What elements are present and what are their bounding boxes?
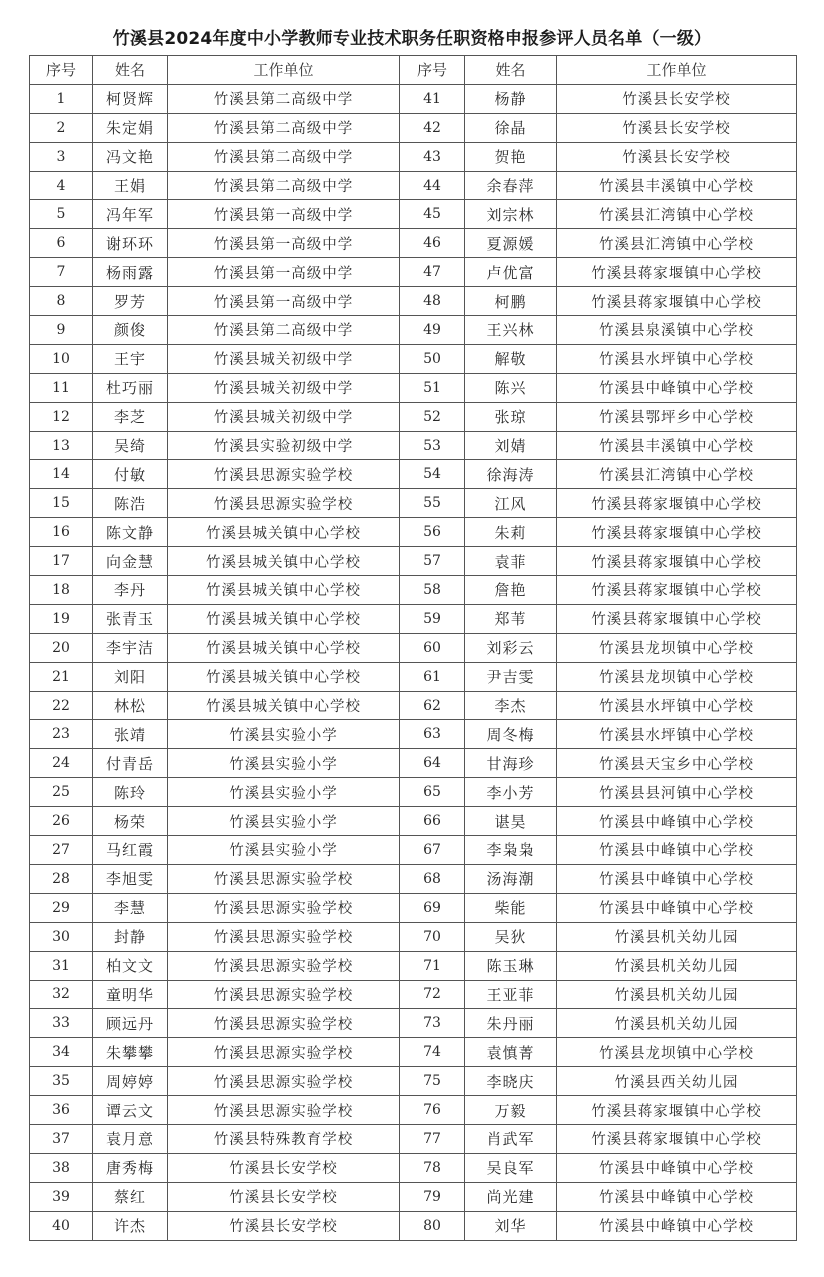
unit-cell: 竹溪县思源实验学校: [168, 489, 400, 518]
unit-cell: 竹溪县实验小学: [168, 778, 400, 807]
seq-cell: 8: [30, 287, 93, 316]
unit-cell: 竹溪县蒋家堰镇中心学校: [557, 576, 797, 605]
unit-cell: 竹溪县实验小学: [168, 807, 400, 836]
unit-cell: 竹溪县蒋家堰镇中心学校: [557, 547, 797, 576]
table-row: [30, 489, 797, 518]
unit-cell: 竹溪县思源实验学校: [168, 951, 400, 980]
unit-cell: 竹溪县汇湾镇中心学校: [557, 200, 797, 229]
unit-cell: 竹溪县龙坝镇中心学校: [557, 662, 797, 691]
name-cell: 童明华: [93, 980, 168, 1009]
name-cell: 郑苇: [465, 604, 557, 633]
unit-cell: 竹溪县思源实验学校: [168, 922, 400, 951]
unit-cell: 竹溪县城关初级中学: [168, 402, 400, 431]
table-row: [30, 1067, 797, 1096]
table-row: [30, 691, 797, 720]
seq-cell: 38: [30, 1153, 93, 1182]
table-row: [30, 1211, 797, 1240]
unit-cell: 竹溪县汇湾镇中心学校: [557, 229, 797, 258]
unit-cell: 竹溪县第一高级中学: [168, 258, 400, 287]
unit-cell: 竹溪县实验小学: [168, 720, 400, 749]
name-cell: 冯文艳: [93, 142, 168, 171]
name-cell: 王宇: [93, 344, 168, 373]
seq-cell: 1: [30, 84, 93, 113]
name-cell: 王兴林: [465, 316, 557, 345]
table-row: [30, 287, 797, 316]
name-cell: 向金慧: [93, 547, 168, 576]
header-unit: 工作单位: [168, 56, 400, 85]
document-title: 竹溪县2024年度中小学教师专业技术职务任职资格申报参评人员名单（一级）: [112, 29, 712, 49]
name-cell: 尚光建: [465, 1182, 557, 1211]
seq-cell: 80: [400, 1211, 465, 1240]
table-row: [30, 258, 797, 287]
table-row: [30, 922, 797, 951]
seq-cell: 18: [30, 576, 93, 605]
unit-cell: 竹溪县龙坝镇中心学校: [557, 1038, 797, 1067]
unit-cell: 竹溪县泉溪镇中心学校: [557, 316, 797, 345]
seq-cell: 46: [400, 229, 465, 258]
seq-cell: 77: [400, 1124, 465, 1153]
unit-cell: 竹溪县特殊教育学校: [168, 1124, 400, 1153]
seq-cell: 16: [30, 518, 93, 547]
table-row: [30, 1153, 797, 1182]
name-cell: 谌昊: [465, 807, 557, 836]
seq-cell: 17: [30, 547, 93, 576]
table-row: [30, 142, 797, 171]
unit-cell: 竹溪县实验小学: [168, 836, 400, 865]
seq-cell: 35: [30, 1067, 93, 1096]
unit-cell: 竹溪县西关幼儿园: [557, 1067, 797, 1096]
header-name: 姓名: [465, 56, 557, 85]
seq-cell: 71: [400, 951, 465, 980]
seq-cell: 33: [30, 1009, 93, 1038]
seq-cell: 19: [30, 604, 93, 633]
name-cell: 李旭雯: [93, 864, 168, 893]
seq-cell: 24: [30, 749, 93, 778]
name-cell: 甘海珍: [465, 749, 557, 778]
unit-cell: 竹溪县机关幼儿园: [557, 980, 797, 1009]
table-row: [30, 547, 797, 576]
name-cell: 付敏: [93, 460, 168, 489]
seq-cell: 43: [400, 142, 465, 171]
name-cell: 林松: [93, 691, 168, 720]
table-row: [30, 576, 797, 605]
table-row: [30, 402, 797, 431]
unit-cell: 竹溪县思源实验学校: [168, 1038, 400, 1067]
unit-cell: 竹溪县第一高级中学: [168, 200, 400, 229]
table-row: [30, 431, 797, 460]
name-cell: 蔡红: [93, 1182, 168, 1211]
header-row: [30, 56, 797, 85]
name-cell: 杨雨露: [93, 258, 168, 287]
seq-cell: 36: [30, 1096, 93, 1125]
name-cell: 肖武军: [465, 1124, 557, 1153]
seq-cell: 54: [400, 460, 465, 489]
unit-cell: 竹溪县蒋家堰镇中心学校: [557, 1124, 797, 1153]
header-unit: 工作单位: [557, 56, 797, 85]
seq-cell: 61: [400, 662, 465, 691]
unit-cell: 竹溪县中峰镇中心学校: [557, 373, 797, 402]
name-cell: 张靖: [93, 720, 168, 749]
name-cell: 付青岳: [93, 749, 168, 778]
name-cell: 李慧: [93, 893, 168, 922]
seq-cell: 58: [400, 576, 465, 605]
unit-cell: 竹溪县中峰镇中心学校: [557, 1211, 797, 1240]
name-cell: 李枭枭: [465, 836, 557, 865]
unit-cell: 竹溪县第一高级中学: [168, 287, 400, 316]
seq-cell: 23: [30, 720, 93, 749]
seq-cell: 66: [400, 807, 465, 836]
name-cell: 夏源媛: [465, 229, 557, 258]
seq-cell: 13: [30, 431, 93, 460]
name-cell: 陈玲: [93, 778, 168, 807]
seq-cell: 34: [30, 1038, 93, 1067]
name-cell: 江风: [465, 489, 557, 518]
unit-cell: 竹溪县中峰镇中心学校: [557, 893, 797, 922]
seq-cell: 10: [30, 344, 93, 373]
seq-cell: 76: [400, 1096, 465, 1125]
seq-cell: 32: [30, 980, 93, 1009]
table-row: [30, 778, 797, 807]
name-cell: 余春萍: [465, 171, 557, 200]
unit-cell: 竹溪县中峰镇中心学校: [557, 1182, 797, 1211]
table-row: [30, 807, 797, 836]
seq-cell: 52: [400, 402, 465, 431]
seq-cell: 73: [400, 1009, 465, 1038]
seq-cell: 56: [400, 518, 465, 547]
name-cell: 刘宗林: [465, 200, 557, 229]
name-cell: 许杰: [93, 1211, 168, 1240]
name-cell: 谢环环: [93, 229, 168, 258]
unit-cell: 竹溪县蒋家堰镇中心学校: [557, 1096, 797, 1125]
seq-cell: 42: [400, 113, 465, 142]
unit-cell: 竹溪县中峰镇中心学校: [557, 1153, 797, 1182]
seq-cell: 51: [400, 373, 465, 402]
table-row: [30, 1038, 797, 1067]
header-seq: 序号: [400, 56, 465, 85]
unit-cell: 竹溪县长安学校: [557, 142, 797, 171]
unit-cell: 竹溪县中峰镇中心学校: [557, 836, 797, 865]
unit-cell: 竹溪县天宝乡中心学校: [557, 749, 797, 778]
table-row: [30, 633, 797, 662]
name-cell: 顾远丹: [93, 1009, 168, 1038]
seq-cell: 44: [400, 171, 465, 200]
unit-cell: 竹溪县机关幼儿园: [557, 951, 797, 980]
seq-cell: 45: [400, 200, 465, 229]
unit-cell: 竹溪县县河镇中心学校: [557, 778, 797, 807]
seq-cell: 30: [30, 922, 93, 951]
unit-cell: 竹溪县城关镇中心学校: [168, 576, 400, 605]
unit-cell: 竹溪县城关镇中心学校: [168, 604, 400, 633]
seq-cell: 40: [30, 1211, 93, 1240]
seq-cell: 7: [30, 258, 93, 287]
header-seq: 序号: [30, 56, 93, 85]
unit-cell: 竹溪县第二高级中学: [168, 171, 400, 200]
name-cell: 朱莉: [465, 518, 557, 547]
seq-cell: 59: [400, 604, 465, 633]
unit-cell: 竹溪县思源实验学校: [168, 893, 400, 922]
name-cell: 刘彩云: [465, 633, 557, 662]
seq-cell: 3: [30, 142, 93, 171]
unit-cell: 竹溪县城关镇中心学校: [168, 691, 400, 720]
name-cell: 李晓庆: [465, 1067, 557, 1096]
seq-cell: 62: [400, 691, 465, 720]
unit-cell: 竹溪县水坪镇中心学校: [557, 720, 797, 749]
unit-cell: 竹溪县龙坝镇中心学校: [557, 633, 797, 662]
seq-cell: 29: [30, 893, 93, 922]
name-cell: 陈浩: [93, 489, 168, 518]
seq-cell: 27: [30, 836, 93, 865]
seq-cell: 65: [400, 778, 465, 807]
name-cell: 李宇洁: [93, 633, 168, 662]
unit-cell: 竹溪县思源实验学校: [168, 1009, 400, 1038]
table-row: [30, 893, 797, 922]
unit-cell: 竹溪县蒋家堰镇中心学校: [557, 287, 797, 316]
name-cell: 柯贤辉: [93, 84, 168, 113]
name-cell: 罗芳: [93, 287, 168, 316]
table-row: [30, 951, 797, 980]
table-row: [30, 200, 797, 229]
seq-cell: 69: [400, 893, 465, 922]
unit-cell: 竹溪县实验小学: [168, 749, 400, 778]
table-row: [30, 749, 797, 778]
unit-cell: 竹溪县第二高级中学: [168, 142, 400, 171]
unit-cell: 竹溪县蒋家堰镇中心学校: [557, 604, 797, 633]
name-cell: 杨静: [465, 84, 557, 113]
unit-cell: 竹溪县中峰镇中心学校: [557, 807, 797, 836]
name-cell: 王亚菲: [465, 980, 557, 1009]
name-cell: 汤海潮: [465, 864, 557, 893]
header-name: 姓名: [93, 56, 168, 85]
seq-cell: 49: [400, 316, 465, 345]
name-cell: 李小芳: [465, 778, 557, 807]
seq-cell: 68: [400, 864, 465, 893]
unit-cell: 竹溪县水坪镇中心学校: [557, 691, 797, 720]
seq-cell: 22: [30, 691, 93, 720]
unit-cell: 竹溪县城关镇中心学校: [168, 547, 400, 576]
seq-cell: 63: [400, 720, 465, 749]
seq-cell: 50: [400, 344, 465, 373]
unit-cell: 竹溪县城关镇中心学校: [168, 662, 400, 691]
table-row: [30, 344, 797, 373]
name-cell: 徐海涛: [465, 460, 557, 489]
table-row: [30, 1124, 797, 1153]
unit-cell: 竹溪县思源实验学校: [168, 1096, 400, 1125]
name-cell: 冯年军: [93, 200, 168, 229]
name-cell: 谭云文: [93, 1096, 168, 1125]
unit-cell: 竹溪县思源实验学校: [168, 864, 400, 893]
seq-cell: 28: [30, 864, 93, 893]
unit-cell: 竹溪县城关镇中心学校: [168, 518, 400, 547]
seq-cell: 79: [400, 1182, 465, 1211]
seq-cell: 67: [400, 836, 465, 865]
table-row: [30, 84, 797, 113]
table-row: [30, 720, 797, 749]
seq-cell: 25: [30, 778, 93, 807]
seq-cell: 2: [30, 113, 93, 142]
name-cell: 陈玉琳: [465, 951, 557, 980]
roster-table: [29, 55, 797, 1241]
table-row: [30, 1009, 797, 1038]
seq-cell: 4: [30, 171, 93, 200]
unit-cell: 竹溪县机关幼儿园: [557, 922, 797, 951]
name-cell: 王娟: [93, 171, 168, 200]
seq-cell: 64: [400, 749, 465, 778]
name-cell: 张青玉: [93, 604, 168, 633]
unit-cell: 竹溪县第二高级中学: [168, 84, 400, 113]
seq-cell: 74: [400, 1038, 465, 1067]
table-row: [30, 460, 797, 489]
name-cell: 李杰: [465, 691, 557, 720]
name-cell: 柴能: [465, 893, 557, 922]
unit-cell: 竹溪县鄂坪乡中心学校: [557, 402, 797, 431]
name-cell: 卢优富: [465, 258, 557, 287]
seq-cell: 9: [30, 316, 93, 345]
name-cell: 吴绮: [93, 431, 168, 460]
unit-cell: 竹溪县丰溪镇中心学校: [557, 431, 797, 460]
name-cell: 李丹: [93, 576, 168, 605]
unit-cell: 竹溪县长安学校: [168, 1211, 400, 1240]
seq-cell: 47: [400, 258, 465, 287]
seq-cell: 48: [400, 287, 465, 316]
name-cell: 封静: [93, 922, 168, 951]
seq-cell: 57: [400, 547, 465, 576]
unit-cell: 竹溪县城关初级中学: [168, 344, 400, 373]
unit-cell: 竹溪县长安学校: [168, 1153, 400, 1182]
unit-cell: 竹溪县思源实验学校: [168, 980, 400, 1009]
name-cell: 吴狄: [465, 922, 557, 951]
unit-cell: 竹溪县思源实验学校: [168, 460, 400, 489]
table-row: [30, 864, 797, 893]
unit-cell: 竹溪县第二高级中学: [168, 316, 400, 345]
table-row: [30, 373, 797, 402]
unit-cell: 竹溪县水坪镇中心学校: [557, 344, 797, 373]
table-row: [30, 604, 797, 633]
seq-cell: 26: [30, 807, 93, 836]
name-cell: 尹吉雯: [465, 662, 557, 691]
unit-cell: 竹溪县蒋家堰镇中心学校: [557, 258, 797, 287]
name-cell: 柏文文: [93, 951, 168, 980]
unit-cell: 竹溪县机关幼儿园: [557, 1009, 797, 1038]
name-cell: 周婷婷: [93, 1067, 168, 1096]
seq-cell: 70: [400, 922, 465, 951]
name-cell: 李芝: [93, 402, 168, 431]
unit-cell: 竹溪县丰溪镇中心学校: [557, 171, 797, 200]
seq-cell: 11: [30, 373, 93, 402]
name-cell: 刘华: [465, 1211, 557, 1240]
name-cell: 袁月意: [93, 1124, 168, 1153]
name-cell: 陈文静: [93, 518, 168, 547]
seq-cell: 41: [400, 84, 465, 113]
unit-cell: 竹溪县长安学校: [557, 84, 797, 113]
name-cell: 朱丹丽: [465, 1009, 557, 1038]
unit-cell: 竹溪县长安学校: [557, 113, 797, 142]
seq-cell: 31: [30, 951, 93, 980]
seq-cell: 37: [30, 1124, 93, 1153]
roster-body: [30, 84, 797, 1240]
table-row: [30, 171, 797, 200]
seq-cell: 53: [400, 431, 465, 460]
unit-cell: 竹溪县城关初级中学: [168, 373, 400, 402]
name-cell: 周冬梅: [465, 720, 557, 749]
name-cell: 马红霞: [93, 836, 168, 865]
name-cell: 袁菲: [465, 547, 557, 576]
name-cell: 刘婧: [465, 431, 557, 460]
table-row: [30, 113, 797, 142]
seq-cell: 6: [30, 229, 93, 258]
seq-cell: 20: [30, 633, 93, 662]
name-cell: 颜俊: [93, 316, 168, 345]
unit-cell: 竹溪县思源实验学校: [168, 1067, 400, 1096]
table-row: [30, 836, 797, 865]
seq-cell: 55: [400, 489, 465, 518]
name-cell: 陈兴: [465, 373, 557, 402]
name-cell: 杨荣: [93, 807, 168, 836]
table-row: [30, 518, 797, 547]
name-cell: 朱定娟: [93, 113, 168, 142]
table-row: [30, 316, 797, 345]
name-cell: 解敬: [465, 344, 557, 373]
unit-cell: 竹溪县实验初级中学: [168, 431, 400, 460]
name-cell: 刘阳: [93, 662, 168, 691]
name-cell: 万毅: [465, 1096, 557, 1125]
table-row: [30, 1096, 797, 1125]
seq-cell: 60: [400, 633, 465, 662]
seq-cell: 72: [400, 980, 465, 1009]
seq-cell: 12: [30, 402, 93, 431]
table-row: [30, 1182, 797, 1211]
seq-cell: 78: [400, 1153, 465, 1182]
unit-cell: 竹溪县蒋家堰镇中心学校: [557, 518, 797, 547]
unit-cell: 竹溪县长安学校: [168, 1182, 400, 1211]
name-cell: 袁慎菁: [465, 1038, 557, 1067]
seq-cell: 21: [30, 662, 93, 691]
unit-cell: 竹溪县城关镇中心学校: [168, 633, 400, 662]
table-row: [30, 980, 797, 1009]
unit-cell: 竹溪县蒋家堰镇中心学校: [557, 489, 797, 518]
name-cell: 吴良军: [465, 1153, 557, 1182]
table-row: [30, 662, 797, 691]
seq-cell: 5: [30, 200, 93, 229]
name-cell: 贺艳: [465, 142, 557, 171]
unit-cell: 竹溪县第二高级中学: [168, 113, 400, 142]
seq-cell: 75: [400, 1067, 465, 1096]
name-cell: 徐晶: [465, 113, 557, 142]
unit-cell: 竹溪县第一高级中学: [168, 229, 400, 258]
name-cell: 张琼: [465, 402, 557, 431]
name-cell: 杜巧丽: [93, 373, 168, 402]
seq-cell: 14: [30, 460, 93, 489]
seq-cell: 39: [30, 1182, 93, 1211]
table-row: [30, 229, 797, 258]
seq-cell: 15: [30, 489, 93, 518]
unit-cell: 竹溪县汇湾镇中心学校: [557, 460, 797, 489]
name-cell: 柯鹏: [465, 287, 557, 316]
name-cell: 唐秀梅: [93, 1153, 168, 1182]
name-cell: 詹艳: [465, 576, 557, 605]
unit-cell: 竹溪县中峰镇中心学校: [557, 864, 797, 893]
name-cell: 朱攀攀: [93, 1038, 168, 1067]
